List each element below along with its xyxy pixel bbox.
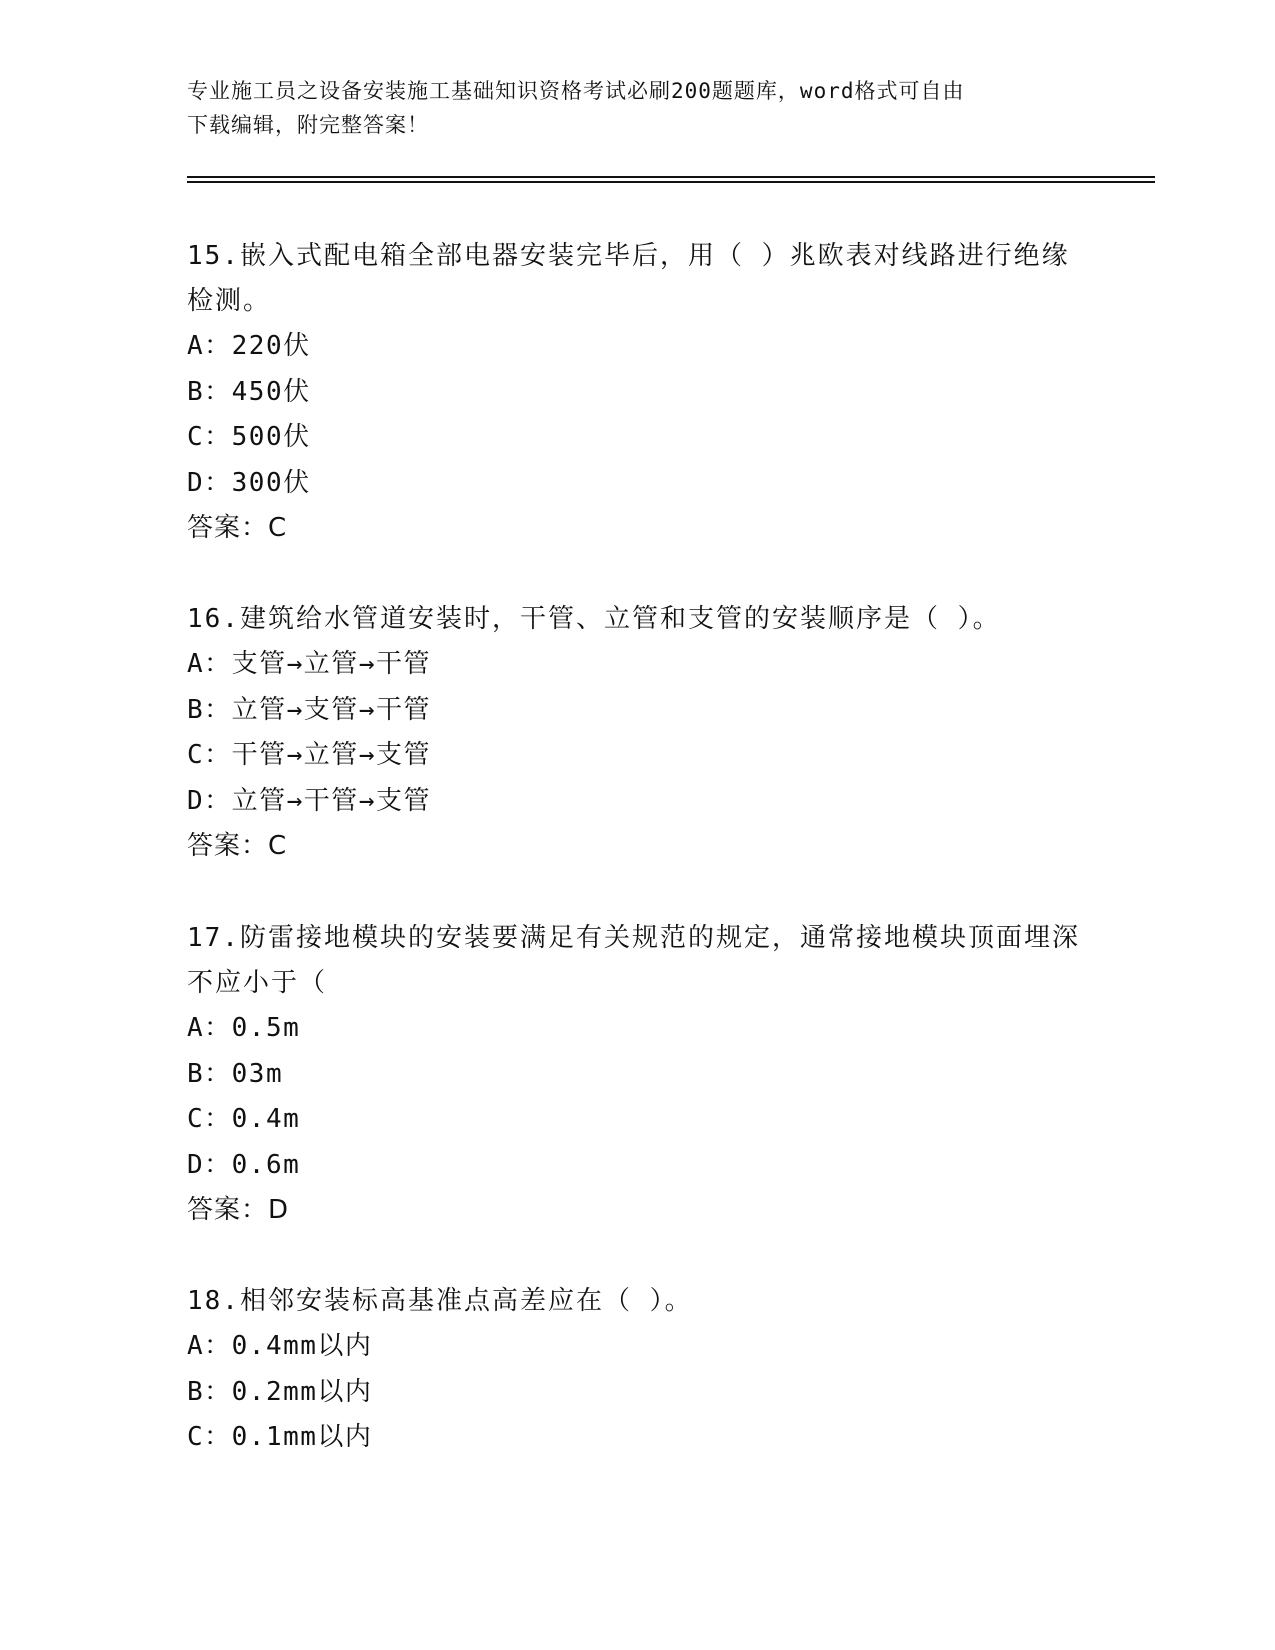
option-d: D：0.6m	[187, 1149, 301, 1180]
option-b: B：03m	[187, 1058, 284, 1089]
option-c: C：500伏	[187, 422, 311, 452]
header-divider-top	[187, 176, 1155, 178]
option-c: C：0.4m	[187, 1104, 301, 1134]
question-16	[187, 597, 1087, 870]
question-text: 16.建筑给水管道安装时，干管、立管和支管的安装顺序是（ ）。	[187, 604, 1001, 634]
question-text: 15.嵌入式配电箱全部电器安装完毕后，用（ ）兆欧表对线路进行绝缘检测。	[187, 241, 1070, 316]
option-b: B：0.2mm以内	[187, 1376, 373, 1407]
header-line-2: 下载编辑，附完整答案！	[187, 113, 429, 137]
answer: 答案：C	[187, 831, 288, 861]
option-d: D：立管→干管→支管	[187, 785, 431, 816]
option-b: B：立管→支管→干管	[187, 694, 431, 725]
option-a: A：0.4mm以内	[187, 1331, 373, 1361]
option-a: A：支管→立管→干管	[187, 649, 431, 679]
option-c: C：0.1mm以内	[187, 1422, 373, 1452]
question-18	[187, 1279, 1087, 1461]
option-a: A：0.5m	[187, 1013, 301, 1043]
header-line-1: 专业施工员之设备安装施工基础知识资格考试必刷200题题库，word格式可自由	[187, 79, 965, 103]
option-c: C：干管→立管→支管	[187, 740, 431, 770]
question-text: 18.相邻安装标高基准点高差应在（ ）。	[187, 1286, 693, 1316]
header-divider-bottom	[187, 181, 1155, 183]
option-d: D：300伏	[187, 467, 311, 498]
option-a: A：220伏	[187, 331, 311, 361]
option-b: B：450伏	[187, 376, 311, 407]
question-17	[187, 916, 1087, 1234]
question-text: 17.防雷接地模块的安装要满足有关规范的规定，通常接地模块顶面埋深不应小于（	[187, 923, 1080, 998]
document-header	[187, 74, 1067, 142]
question-15	[187, 234, 1087, 552]
answer: 答案：C	[187, 513, 288, 543]
answer: 答案：D	[187, 1195, 290, 1225]
